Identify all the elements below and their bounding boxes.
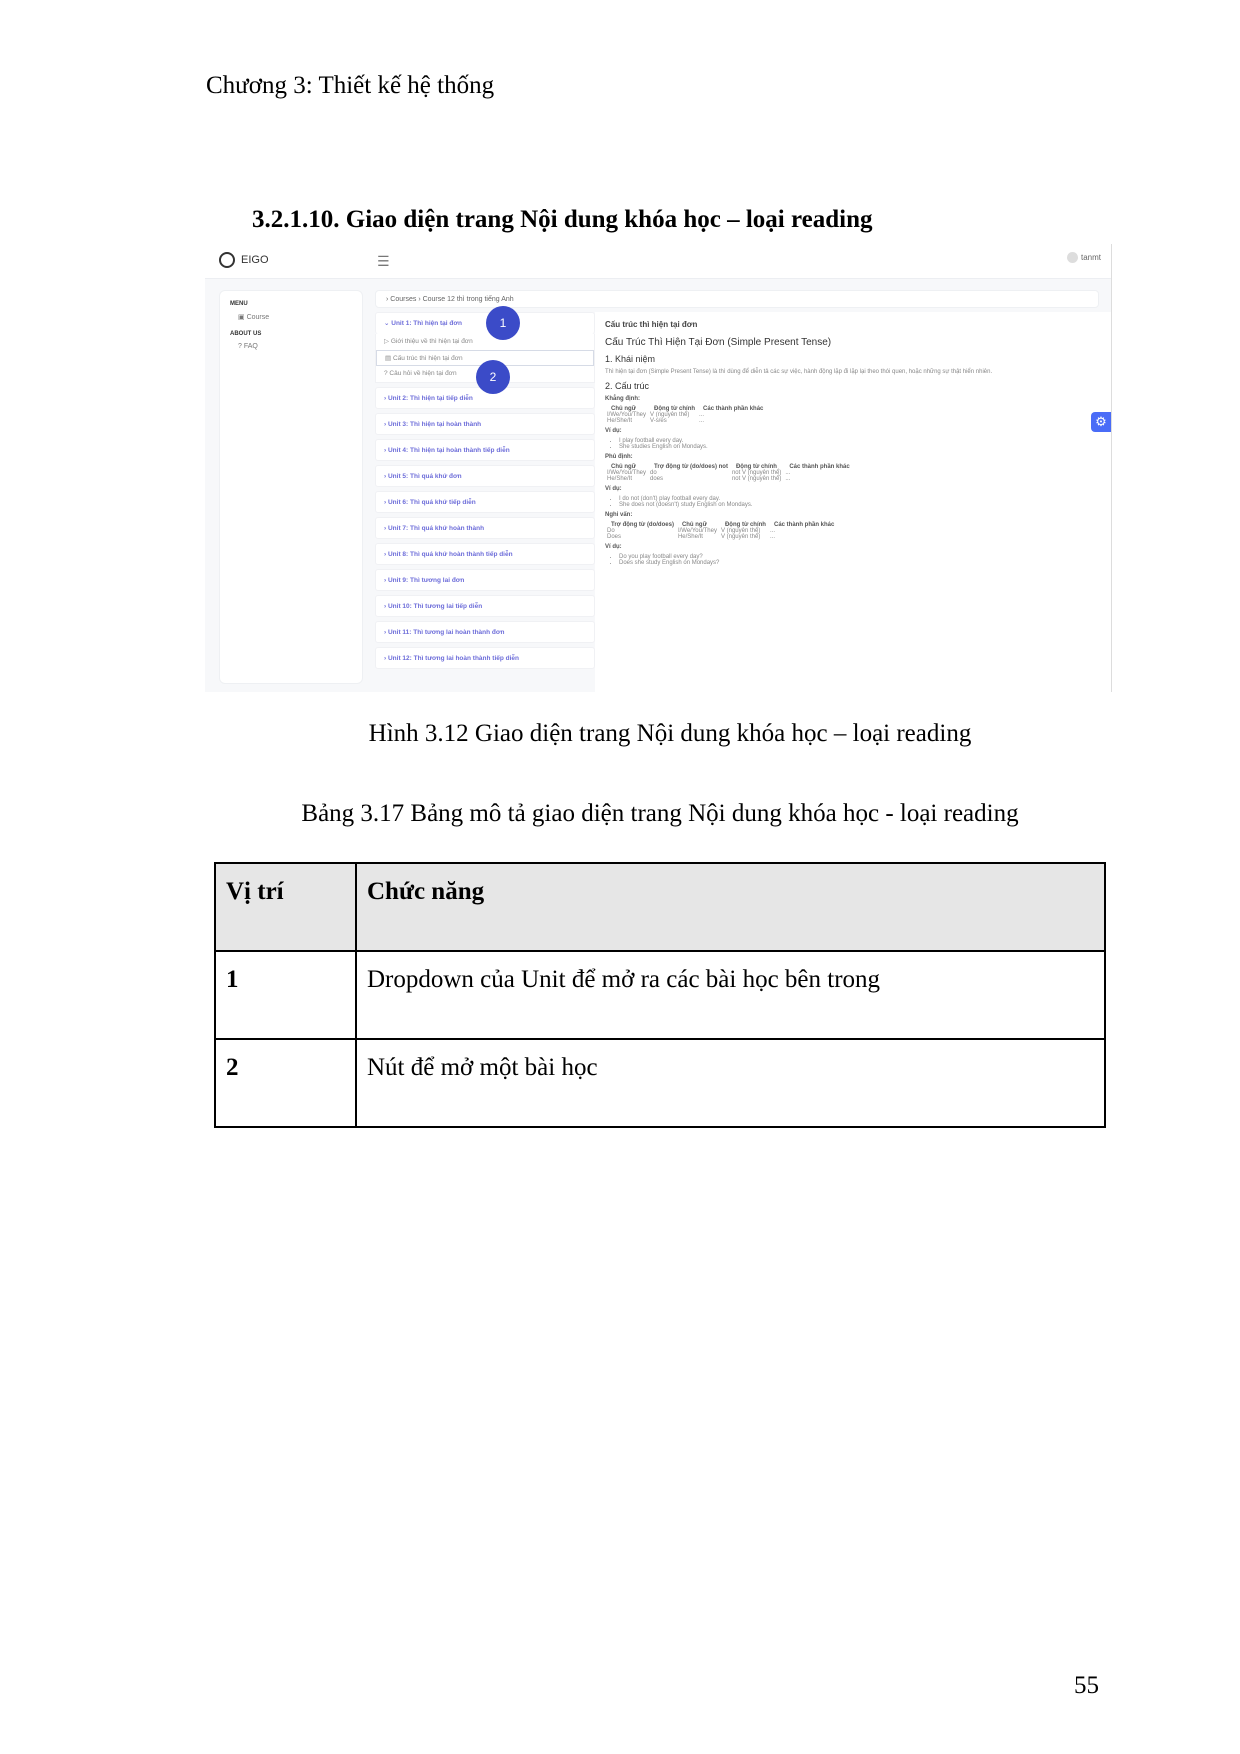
row-position: 1 — [215, 951, 356, 1039]
question-icon: ? — [238, 343, 244, 350]
td: V (nguyên thể) — [720, 528, 761, 534]
chevron-right-icon: › — [384, 447, 388, 454]
sidebar — [219, 290, 363, 684]
th: Các thành phần khác — [789, 464, 850, 470]
td: ... — [785, 470, 791, 476]
td: V-s/es — [650, 418, 667, 424]
unit-dropdown-7[interactable]: › Unit 7: Thì quá khứ hoàn thành — [375, 517, 595, 539]
unit-dropdown-3[interactable]: › Unit 3: Thì hiện tại hoàn thành — [375, 413, 595, 435]
example-list — [619, 438, 1101, 450]
td: not V (nguyên thể) — [731, 470, 782, 476]
chevron-right-icon: › — [384, 577, 388, 584]
td: ... — [699, 412, 705, 418]
app-logo[interactable] — [219, 252, 269, 268]
example-item: • Does she study English on Mondays? — [619, 560, 1101, 566]
video-icon: ▷ — [384, 338, 391, 345]
row-position: 2 — [215, 1039, 356, 1127]
chevron-right-icon: › — [384, 473, 388, 480]
breadcrumb-courses[interactable]: Courses — [390, 296, 417, 303]
chevron-down-icon: ⌄ — [384, 320, 392, 327]
affirmative-label: Khẳng định: — [605, 396, 640, 402]
example-label: Ví dụ: — [605, 428, 622, 434]
td: I/We/You/They — [677, 528, 717, 534]
sidebar-about-header: ABOUT US — [230, 331, 262, 337]
section-1-text: Thì hiện tại đơn (Simple Present Tense) là thì dùng để diễn tả các sự việc, hành động lặp đi lặp lại theo thói quen, hoặc những sự thật hiển nhiên. — [605, 369, 993, 375]
user-name: tanmt — [1080, 253, 1101, 262]
lesson-item[interactable]: ? Câu hỏi về hiện tại đơn — [376, 366, 594, 382]
td: He/She/It — [677, 534, 703, 540]
unit-dropdown-12[interactable]: › Unit 12: Thì tương lai hoàn thành tiếp diễn — [375, 647, 595, 669]
example-list — [619, 554, 1101, 566]
sidebar-menu-header: MENU — [230, 301, 248, 307]
td: ... — [769, 534, 775, 540]
content-heading: Cấu Trúc Thì Hiện Tại Đơn (Simple Present Tense) — [605, 337, 832, 348]
chevron-right-icon: › — [386, 296, 391, 303]
th: Động từ chính — [654, 406, 696, 412]
example-item: • I do not (don't) play football every day. — [619, 496, 1101, 502]
unit-dropdown-6[interactable]: › Unit 6: Thì quá khứ tiếp diễn — [375, 491, 595, 513]
lesson-content — [595, 312, 1111, 692]
example-label: Ví dụ: — [605, 486, 622, 492]
marker-badge-2: 2 — [476, 360, 510, 394]
question-table — [607, 522, 838, 540]
chevron-right-icon: › — [384, 421, 388, 428]
hamburger-menu-icon[interactable]: ☰ — [377, 253, 390, 269]
table-row — [215, 951, 1105, 1039]
td: ... — [769, 528, 775, 534]
negative-label: Phủ định: — [605, 454, 633, 460]
chevron-right-icon: › — [384, 629, 388, 636]
example-item: • She does not (doesn't) study English on Mondays. — [619, 502, 1101, 508]
example-list — [619, 496, 1101, 508]
breadcrumb — [375, 290, 1099, 308]
document-icon: ▤ — [385, 355, 393, 362]
page-number: 55 — [1074, 1672, 1099, 1699]
logo-icon — [219, 252, 235, 268]
ui-screenshot — [205, 244, 1112, 692]
td: V (nguyên thể) — [720, 534, 761, 540]
section-1-title: 1. Khái niệm — [605, 354, 656, 364]
example-item: • I play football every day. — [619, 438, 1101, 444]
top-bar — [205, 244, 1111, 279]
unit-dropdown-8[interactable]: › Unit 8: Thì quá khứ hoàn thành tiếp diễn — [375, 543, 595, 565]
td: Does — [607, 534, 622, 540]
unit-dropdown-10[interactable]: › Unit 10: Thì tương lai tiếp diễn — [375, 595, 595, 617]
lesson-title: Cấu trúc thì hiện tại đơn — [605, 320, 698, 329]
chevron-right-icon: › — [384, 603, 388, 610]
th: Chủ ngữ — [611, 406, 637, 412]
question-icon: ? — [384, 370, 390, 377]
app-name: EIGO — [241, 254, 269, 266]
figure-caption: Hình 3.12 Giao diện trang Nội dung khóa học – loại reading — [368, 720, 972, 747]
td: V (nguyên thể) — [650, 412, 690, 418]
affirmative-table — [607, 406, 767, 424]
unit-dropdown-11[interactable]: › Unit 11: Thì tương lai hoàn thành đơn — [375, 621, 595, 643]
breadcrumb-course[interactable]: Course 12 thì trong tiếng Anh — [422, 296, 514, 303]
row-description: Nút để mở một bài học — [356, 1039, 1105, 1127]
td: not V (nguyên thể) — [731, 476, 782, 482]
question-label: Nghi vấn: — [605, 512, 633, 518]
section-title: 3.2.1.10. Giao diện trang Nội dung khóa học – loại reading — [252, 206, 873, 233]
th: Các thành phần khác — [703, 406, 764, 412]
sidebar-item-faq[interactable]: ? FAQ — [238, 343, 258, 350]
th: Trợ động từ (do/does) — [611, 522, 674, 528]
table-row — [215, 1039, 1105, 1127]
example-label: Ví dụ: — [605, 544, 622, 550]
td: does — [650, 476, 664, 482]
settings-gear-icon[interactable]: ⚙ — [1091, 412, 1111, 432]
td: ... — [785, 476, 791, 482]
th: Chủ ngữ — [681, 522, 707, 528]
td: I/We/You/They — [607, 412, 647, 418]
user-menu[interactable] — [1067, 252, 1101, 263]
unit-dropdown-9[interactable]: › Unit 9: Thì tương lai đơn — [375, 569, 595, 591]
chapter-header: Chương 3: Thiết kế hệ thống — [206, 72, 495, 99]
td: He/She/It — [607, 418, 633, 424]
chevron-right-icon: › — [384, 551, 388, 558]
chevron-right-icon: › — [418, 296, 423, 303]
book-icon: ▣ — [238, 314, 247, 321]
th: Chủ ngữ — [611, 464, 637, 470]
chevron-right-icon: › — [384, 395, 388, 402]
row-description: Dropdown của Unit để mở ra các bài học bên trong — [356, 951, 1105, 1039]
td: He/She/It — [607, 476, 633, 482]
td: Do — [607, 528, 615, 534]
example-item: • She studies English on Mondays. — [619, 444, 1101, 450]
header-position: Vị trí — [215, 863, 356, 951]
th: Trợ động từ (do/does) not — [654, 464, 728, 470]
lesson-item-selected[interactable]: ▤ Cấu trúc thì hiện tại đơn — [376, 350, 594, 366]
unit-dropdown-4[interactable]: › Unit 4: Thì hiện tại hoàn thành tiếp diễn — [375, 439, 595, 461]
th: Động từ chính — [724, 522, 766, 528]
unit-dropdown-1[interactable]: ⌄ Unit 1: Thì hiện tại đơn — [375, 312, 595, 334]
td: I/We/You/They — [607, 470, 647, 476]
unit-dropdown-5[interactable]: › Unit 5: Thì quá khứ đơn — [375, 465, 595, 487]
avatar-icon — [1067, 252, 1078, 263]
example-item: • Do you play football every day? — [619, 554, 1101, 560]
description-table — [214, 862, 1106, 1128]
marker-badge-1: 1 — [486, 306, 520, 340]
unit-dropdown-2[interactable]: › Unit 2: Thì hiện tại tiếp diễn — [375, 387, 595, 409]
chevron-right-icon: › — [384, 499, 388, 506]
section-2-title: 2. Cấu trúc — [605, 381, 650, 391]
lesson-item[interactable]: ▷ Giới thiệu về thì hiện tại đơn — [376, 334, 594, 350]
sidebar-item-course[interactable]: ▣ Course — [238, 314, 270, 321]
th: Các thành phần khác — [773, 522, 835, 528]
table-caption: Bảng 3.17 Bảng mô tả giao diện trang Nội dung khóa học - loại reading — [301, 800, 1019, 827]
td: ... — [699, 418, 705, 424]
td: do — [650, 470, 657, 476]
th: Động từ chính — [735, 464, 777, 470]
header-function: Chức năng — [356, 863, 1105, 951]
chevron-right-icon: › — [384, 525, 388, 532]
negative-table — [607, 464, 854, 482]
chevron-right-icon: › — [384, 655, 388, 662]
